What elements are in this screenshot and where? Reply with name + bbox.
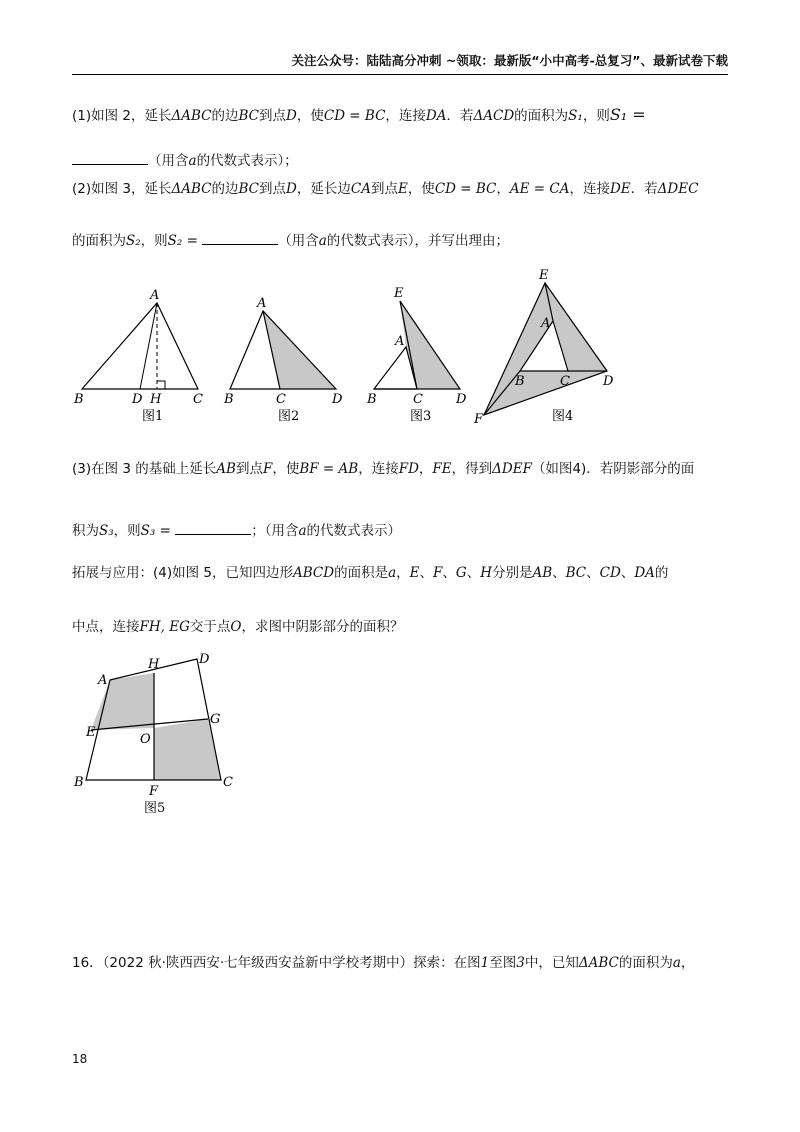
math: CD <box>599 565 621 581</box>
label-D: D <box>199 652 210 667</box>
label-A: A <box>98 673 108 688</box>
text: 、 <box>419 565 434 581</box>
text: ；（用含 <box>251 523 299 539</box>
answer-blank[interactable] <box>202 230 278 245</box>
label-E: E <box>86 725 96 740</box>
text: 的边 <box>211 108 239 124</box>
q3-line1 <box>72 458 694 480</box>
label-D: D <box>332 392 343 407</box>
math: DA <box>634 565 655 581</box>
text: ，使 <box>272 461 300 477</box>
math: ΔABC <box>171 181 212 197</box>
label-C: C <box>276 392 286 407</box>
math: BF = AB <box>299 461 359 477</box>
text: 的 <box>654 565 669 581</box>
text: ，求图中阴影部分的面积？ <box>241 619 404 635</box>
label-C: C <box>193 392 203 407</box>
text: 的边 <box>211 181 239 197</box>
label-D: D <box>603 374 614 389</box>
math: ΔDEF <box>492 461 532 477</box>
label-C: C <box>560 374 570 389</box>
text: （用含 <box>148 153 189 169</box>
text: 、 <box>442 565 456 581</box>
caption-fig4: 图4 <box>552 409 574 424</box>
text: 的面积为 <box>618 955 673 971</box>
text: ，使 <box>407 181 435 197</box>
math: F <box>433 565 443 581</box>
text: （用含 <box>278 233 319 249</box>
math: CD = BC <box>434 181 497 197</box>
math: a <box>388 565 397 581</box>
page-header: 关注公众号：陆陆高分冲刺 ~领取：最新版“小中高考-总复习”、最新试卷下载 <box>72 52 728 75</box>
figure-1 <box>73 288 203 424</box>
text: ．若 <box>630 181 658 197</box>
figure-5 <box>60 650 280 825</box>
math: AE = CA <box>509 181 570 197</box>
text: ， <box>680 955 695 971</box>
text: 的面积为 <box>72 233 126 249</box>
math: S₂ = <box>167 233 198 249</box>
text: ，则 <box>582 108 610 124</box>
q4-line2 <box>72 616 403 638</box>
math: D <box>286 108 297 124</box>
text: 、 <box>552 565 566 581</box>
text: 4) <box>572 461 587 477</box>
math: S₁ = <box>609 105 646 124</box>
text: ．若阴影部分的面 <box>586 461 695 477</box>
text: ， <box>496 181 510 197</box>
answer-blank[interactable] <box>72 150 148 165</box>
math: DE <box>609 181 631 197</box>
text: ，则 <box>113 523 141 539</box>
text: 到点 <box>259 108 287 124</box>
label-F: F <box>474 412 484 427</box>
label-B: B <box>367 392 377 407</box>
text: 探索：在图 <box>413 955 481 971</box>
text: 交于点 <box>189 619 231 635</box>
text: ．若 <box>446 108 474 124</box>
text: 、 <box>586 565 600 581</box>
text: 中，已知 <box>524 955 579 971</box>
math: CD = BC <box>323 108 386 124</box>
label-B: B <box>515 374 525 389</box>
question-source: （2022 秋·陕西西安·七年级西安益新中学校考期中） <box>102 955 414 971</box>
text: (1)如图 2，延长 <box>72 108 172 124</box>
math: a <box>672 955 681 971</box>
math: ΔABC <box>171 108 212 124</box>
text: ，得到 <box>451 461 493 477</box>
text: 拓展与应用：(4)如图 5，已知四边形 <box>72 565 294 581</box>
math: E <box>397 181 408 197</box>
math: FE <box>432 461 452 477</box>
text: ，使 <box>296 108 324 124</box>
text: ，连接 <box>358 461 399 477</box>
figure-3 <box>366 286 467 424</box>
caption-fig2: 图2 <box>278 409 300 424</box>
text: 的代数式表示） <box>306 523 402 539</box>
text: 分别是 <box>491 565 533 581</box>
label-D: D <box>456 392 467 407</box>
text: 的代数式表示）； <box>196 153 298 169</box>
text: 的面积为 <box>514 108 569 124</box>
label-G: G <box>210 712 221 727</box>
math: S₃ = <box>140 523 171 539</box>
text: (2)如图 3，延长 <box>72 181 172 197</box>
caption-fig1: 图1 <box>142 409 164 424</box>
math: E <box>409 565 420 581</box>
text: 到点 <box>235 461 263 477</box>
math: S₃ <box>99 523 114 539</box>
text: 、 <box>620 565 635 581</box>
text: ，连接 <box>385 108 426 124</box>
label-C: C <box>223 775 233 790</box>
label-A: A <box>395 334 405 349</box>
math: BC <box>238 108 260 124</box>
text: ， <box>418 461 433 477</box>
figures-1-4 <box>0 265 800 445</box>
label-D: D <box>132 392 143 407</box>
label-A: A <box>150 288 160 303</box>
label-E: E <box>394 286 404 301</box>
math: a <box>298 523 307 539</box>
math: S₂ <box>126 233 141 249</box>
math: AB <box>532 565 553 581</box>
text: 、 <box>466 565 481 581</box>
question-number: 16． <box>72 955 103 971</box>
label-B: B <box>224 392 234 407</box>
math: BC <box>238 181 260 197</box>
math: ΔABC <box>578 955 619 971</box>
math: ABCD <box>293 565 335 581</box>
text: ，则 <box>140 233 168 249</box>
caption-fig5: 图5 <box>144 801 166 816</box>
label-B: B <box>74 775 84 790</box>
q1-line2 <box>72 150 298 172</box>
math: FD <box>398 461 419 477</box>
label-H: H <box>148 657 160 672</box>
label-E: E <box>539 268 549 283</box>
page-number: 18 <box>72 1052 88 1066</box>
text: 到点 <box>370 181 398 197</box>
text: ，连接 <box>569 181 610 197</box>
label-O: O <box>140 732 151 747</box>
math: a <box>188 153 197 169</box>
q2-line1 <box>72 178 698 200</box>
math: D <box>286 181 297 197</box>
text: 积为 <box>72 523 99 539</box>
q2-line2 <box>72 230 509 252</box>
text: ，延长边 <box>296 181 351 197</box>
text: ， <box>396 565 410 581</box>
figure-2 <box>223 296 343 424</box>
math: S₁ <box>568 108 583 124</box>
text: 到点 <box>259 181 287 197</box>
label-C: C <box>413 392 423 407</box>
q16-line1 <box>72 952 694 974</box>
label-A: A <box>257 296 267 311</box>
label-A: A <box>541 316 551 331</box>
math: ΔDEC <box>657 181 699 197</box>
math: O <box>230 619 242 635</box>
math: H <box>480 565 492 581</box>
label-B: B <box>74 392 84 407</box>
text: （如图 <box>531 461 573 477</box>
text: 的面积是 <box>334 565 389 581</box>
q3-line2 <box>72 520 401 542</box>
text: 的代数式表示），并写出理由； <box>326 233 510 249</box>
answer-blank[interactable] <box>175 520 251 535</box>
math: CA <box>350 181 371 197</box>
q1-line1 <box>72 104 646 127</box>
math: AB <box>216 461 236 477</box>
text: (3)在图 3 的基础上延长 <box>72 461 217 477</box>
text: 中点，连接 <box>72 619 140 635</box>
math: a <box>318 233 327 249</box>
text: 至图 <box>489 955 517 971</box>
math: 1 <box>480 955 490 971</box>
figure-4 <box>473 268 614 427</box>
math: F <box>262 461 273 477</box>
math: 3 <box>516 955 525 971</box>
math: G <box>455 565 467 581</box>
math: FH, EG <box>139 619 190 635</box>
label-F: F <box>149 784 159 799</box>
caption-fig3: 图3 <box>410 409 432 424</box>
math: DA <box>425 108 447 124</box>
q4-line1 <box>72 562 668 584</box>
math: ΔACD <box>473 108 515 124</box>
math: BC <box>565 565 587 581</box>
label-H: H <box>150 392 162 407</box>
